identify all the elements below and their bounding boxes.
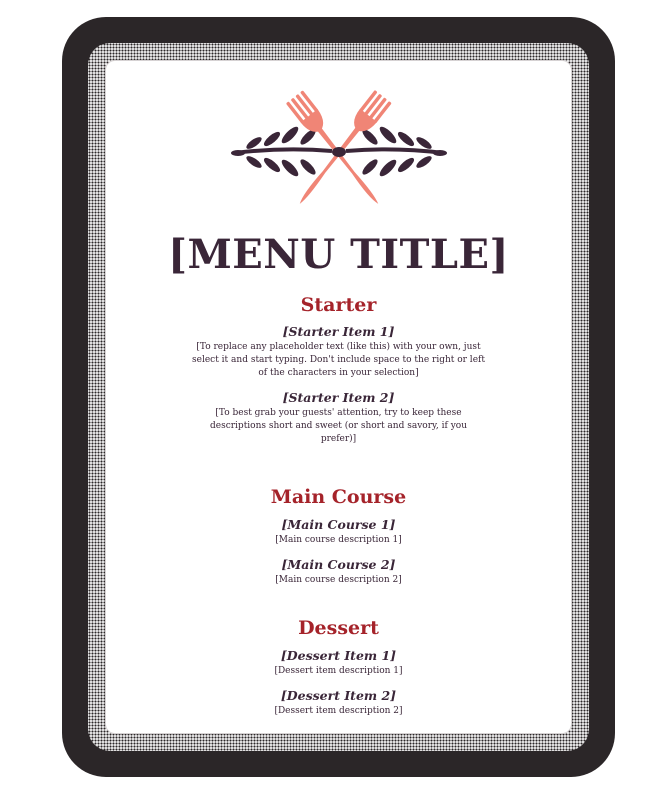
section-dessert — [126, 616, 551, 718]
section-heading: Dessert — [298, 617, 379, 639]
menu-item-description: [Main course description 1] — [275, 535, 402, 545]
section-starter — [126, 293, 551, 446]
menu-content — [106, 61, 571, 733]
menu-item-name: [Dessert Item 1] — [280, 648, 397, 663]
section-heading: Starter — [300, 294, 377, 316]
menu-item-name: [Starter Item 2] — [282, 390, 395, 405]
menu-item-name: [Main Course 2] — [281, 557, 396, 572]
menu-item-description: [Dessert item description 2] — [274, 706, 403, 716]
menu-item-description: [To best grab your guests' attention, try to keep these descriptions short and sweet (or short and savory, if you prefer)] — [210, 408, 467, 444]
menu-item-name: [Main Course 1] — [281, 517, 396, 532]
menu-item-description: [Dessert item description 1] — [274, 666, 403, 676]
menu-item-name: [Starter Item 1] — [282, 324, 395, 339]
section-main-course — [126, 485, 551, 587]
menu-item-name: [Dessert Item 2] — [280, 688, 397, 703]
menu-item-description: [To replace any placeholder text (like this) with your own, just select it and start typing. Don't include space to the right or left of the characters in your selection] — [192, 342, 485, 378]
menu-title: [MENU TITLE] — [168, 231, 509, 278]
menu-paper — [105, 60, 572, 734]
section-heading: Main Course — [270, 486, 407, 508]
menu-card-frame — [62, 17, 615, 777]
crossed-forks-with-laurel-icon — [224, 67, 454, 217]
menu-item-description: [Main course description 2] — [275, 575, 402, 585]
